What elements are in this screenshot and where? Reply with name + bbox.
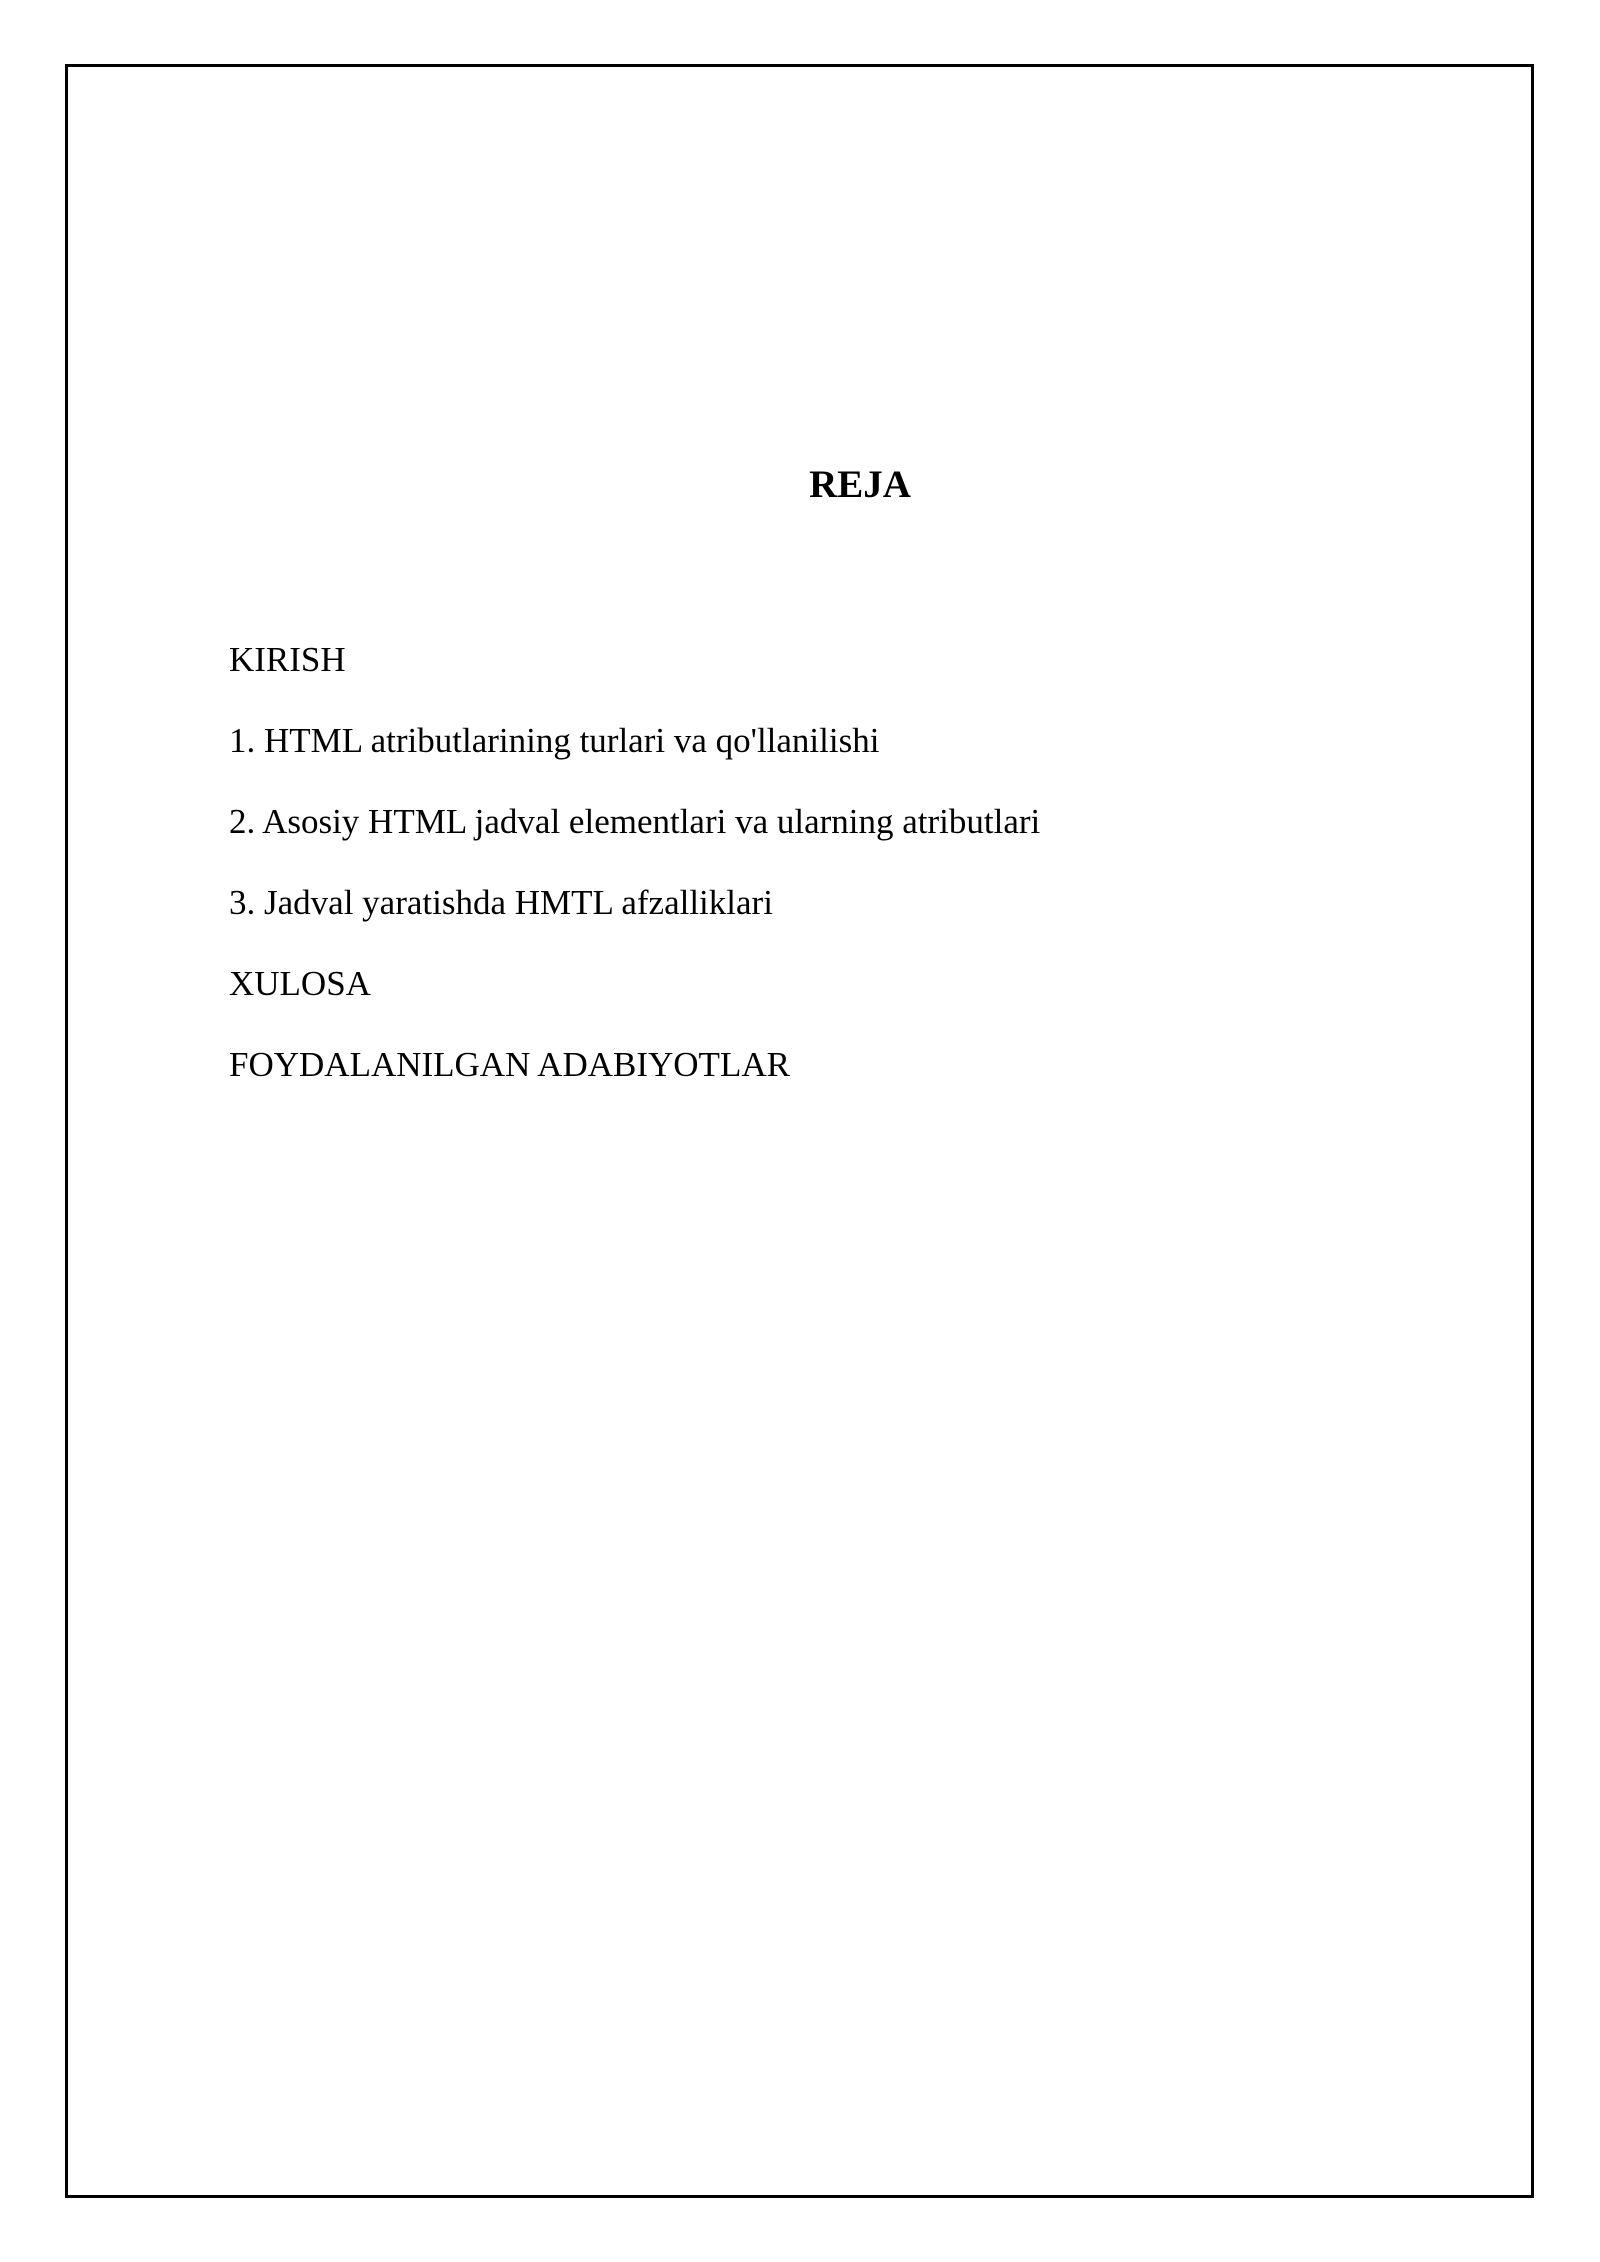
toc-item-introduction: KIRISH [229,640,346,679]
toc-item-conclusion: XULOSA [229,964,371,1003]
toc-item-1: 1. HTML atributlarining turlari va qo'llanilishi [229,721,880,760]
table-of-contents [229,640,1040,1126]
page-border [65,64,1534,2198]
toc-item-2: 2. Asosiy HTML jadval elementlari va ularning atributlari [229,802,1041,841]
toc-item-references: FOYDALANILGAN ADABIYOTLAR [229,1045,790,1084]
page-title: REJA [809,463,911,506]
toc-item-3: 3. Jadval yaratishda HMTL afzalliklari [229,883,773,922]
